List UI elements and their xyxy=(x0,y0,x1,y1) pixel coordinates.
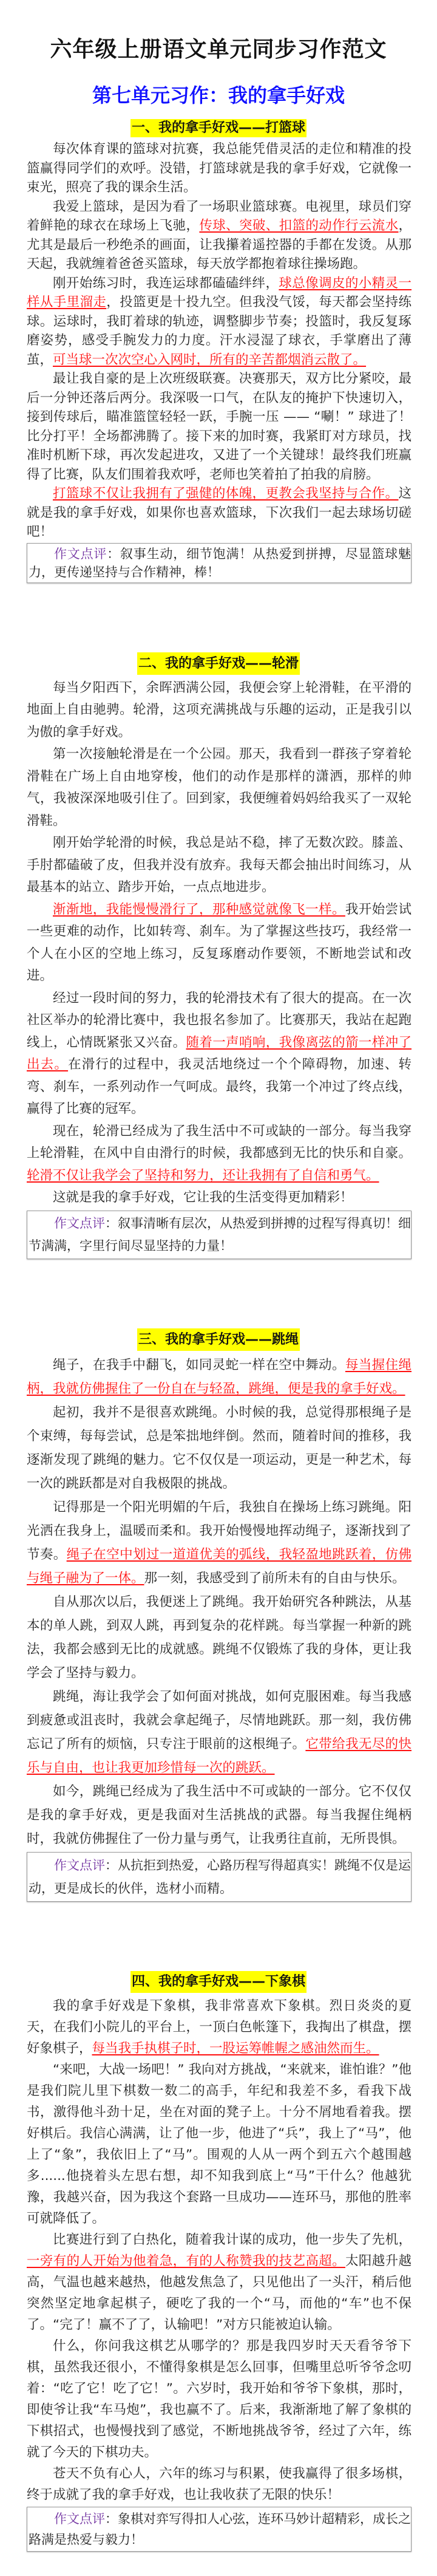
paragraph-text: 那一刻，我感受到了前所未有的自由与快乐。 xyxy=(144,1570,405,1586)
highlighted-sentence: 绳子在空中划过一道道优美的弧线，我轻盈地跳跃着，仿佛与绳子融为了一体。 xyxy=(27,1546,412,1586)
paragraph-text: 这就是我的拿手好戏，如果你也喜欢篮球，下次我们一起去球场切磋吧！ xyxy=(27,486,412,539)
essay-rollerskating xyxy=(27,677,412,1209)
paragraph-text: “来吧，大战一场吧！” 我向对方挑战，“来就来，谁怕谁？”他是我们院儿里下棋数一数二的高手，年纪和我差不多，看我下战书，激得他斗劲十足，坐在对面的凳子上。十分不屑地看着我。摆好棋后。我信心满满，让了他一步，他进了“兵”，我上了“马”，他上了“象”，我依旧上了“马”。围观的人从一两个到五六个越围越多......他挠着头左思右想，却不知我到底上“马”干什么？他越犹豫，我越兴奋，因为我这个套路一旦成功——连环马，那他的胜率可就降低了。 xyxy=(27,2062,412,2226)
highlighted-sentence: 随着一声哨响，我像离弦的箭一样冲了出去。 xyxy=(27,1034,412,1072)
paragraph xyxy=(27,832,412,899)
comment-label: 作文点评 xyxy=(54,1215,105,1231)
comment-label: 作文点评 xyxy=(54,1857,105,1873)
highlighted-sentence: 每当我手执棋子时，一股运筹帷幄之感油然而生。 xyxy=(92,2040,379,2056)
paragraph xyxy=(27,1780,412,1851)
highlighted-sentence: 它带给我无尽的快乐与自由，也让我更加珍惜每一次的跳跃。 xyxy=(27,1736,412,1775)
paragraph xyxy=(27,484,412,542)
paragraph-text: 我的拿手好戏是下象棋，我非常喜欢下象棋。烈日炎炎的夏天，在我们小院儿的平台上，一顶白色帐篷下，我掏出了棋盘，摆好象棋子， xyxy=(27,1998,412,2056)
comment-box-basketball xyxy=(27,543,412,583)
paragraph-text: ，尤其是最后一秒绝杀的画面，让我攥着遥控器的手都在发烫。从那天起，我就缠着爸爸买篮球，每天放学都抱着球往操场跑。 xyxy=(27,218,412,272)
paragraph-text: ，投篮更是十投九空。但我没气馁，每天都会坚持练球。运球时，我盯着球的轨迹，调整脚步节奏；投篮时，我反复琢磨姿势，感受手腕发力的力度。汗水浸湿了球衣，手掌磨出了薄茧， xyxy=(27,295,412,367)
paragraph xyxy=(27,369,412,484)
paragraph-text: 自从那次以后，我便迷上了跳绳。我开始研究各种跳法，从基本的单人跳，到双人跳，再到复杂的花样跳。每当掌握一种新的跳法，我都会感到无比的成就感。跳绳不仅锻炼了我的身体，更让我学会了坚持与毅力。 xyxy=(27,1594,412,1681)
comment-text: ：叙事生动，细节饱满！从热爱到拼搏，尽显篮球魅力，更传递坚持与合作精神，棒！ xyxy=(29,546,412,579)
paragraph xyxy=(27,140,412,197)
paragraph xyxy=(27,1590,412,1685)
paragraph-text: 在滑行的过程中，我灵活地绕过一个个障碍物，加速、转弯、刹车，一系列动作一气呵成。最终，我第一个冲过了终点线，赢得了比赛的冠军。 xyxy=(27,1057,412,1116)
unit-subtitle: 第七单元习作：我的拿手好戏 xyxy=(92,84,345,107)
essay-chess xyxy=(27,1995,412,2506)
paragraph-text: 记得那是一个阳光明媚的午后，我独自在操场上练习跳绳。阳光洒在我身上，温暖而柔和。我开始慢慢地挥动绳子，逐渐找到了节奏。 xyxy=(27,1499,412,1562)
paragraph-text: 第一次接触轮滑是在一个公园。那天，我看到一群孩子穿着轮滑鞋在广场上自由地穿梭，他们的动作是那样的潇洒，那样的帅气，我被深深地吸引住了。回到家，我便缠着妈妈给我买了一双轮滑鞋。 xyxy=(27,746,412,828)
paragraph xyxy=(27,677,412,744)
paragraph-text: 我开始尝试一些更难的动作，比如转弯、刹车。为了掌握这些技巧，我经常一个人在小区的空地上练习，反复琢磨动作要领，不断地尝试和改进。 xyxy=(27,901,412,983)
highlighted-sentence: 球总像调皮的小精灵一样从手里溜走 xyxy=(27,275,412,310)
highlighted-sentence: 可当球一次次空心入网时，所有的辛苦都烟消云散了。 xyxy=(53,352,367,367)
section-heading-chess xyxy=(0,1971,437,1993)
section-heading-jumprope xyxy=(0,1328,437,1351)
paragraph xyxy=(27,1685,412,1780)
paragraph-text: 经过一段时间的努力，我的轮滑技术有了很大的提高。在一次社区举办的轮滑比赛中，我也报名参加了。比赛那天，我站在起跑线上，心情既紧张又兴奋。 xyxy=(27,990,412,1050)
comment-label: 作文点评 xyxy=(54,546,107,561)
comment-label: 作文点评 xyxy=(54,2511,105,2526)
paragraph-text: 跳绳，海让我学会了如何面对挑战，如何克服困难。每当我感到疲惫或沮丧时，我就会拿起绳子，尽情地跳跃。那一刻，我仿佛忘记了所有的烦恼，只专注于眼前的这根绳子。 xyxy=(27,1689,412,1752)
paragraph xyxy=(27,274,412,370)
comment-text: ：叙事清晰有层次，从热爱到拼搏的过程写得真切！细节满满，字里行间尽显坚持的力量！ xyxy=(29,1215,411,1253)
paragraph xyxy=(27,743,412,832)
paragraph xyxy=(27,1995,412,2059)
essay-jumprope xyxy=(27,1353,412,1851)
paragraph-text: 绳子，在我手中翻飞，如同灵蛇一样在空中舞动。 xyxy=(53,1357,345,1373)
paragraph xyxy=(27,2463,412,2506)
heading-text: 一、我的拿手好戏——打篮球 xyxy=(130,119,307,137)
highlighted-sentence: 轮滑不仅让我学会了坚持和努力，还让我拥有了自信和勇气。 xyxy=(27,1167,379,1183)
paragraph xyxy=(27,197,412,274)
highlighted-sentence: 一旁有的人开始为他着急，有的人称赞我的技艺高超。 xyxy=(27,2253,345,2269)
paragraph xyxy=(27,1495,412,1590)
paragraph-text: 现在，轮滑已经成为了我生活中不可或缺的一部分。每当我穿上轮滑鞋，在风中自由滑行的时候，我都感到无比的快乐和自豪。 xyxy=(27,1123,412,1161)
highlighted-sentence: 每当握住绳柄，我就仿佛握住了一份自在与轻盈，跳绳，便是我的拿手好戏。 xyxy=(27,1357,412,1396)
paragraph xyxy=(27,2335,412,2463)
paragraph-text: 这就是我的拿手好戏，它让我的生活变得更加精彩！ xyxy=(53,1190,353,1205)
paragraph-text: 起初，我并不是很喜欢跳绳。小时候的我，总觉得那根绳子是个束缚，每每尝试，总是笨拙地绊倒。然而，随着时间的推移，我逐渐发现了跳绳的魅力。它不仅仅是一项运动，更是一种艺术，每一次的跳跃都是对自我极限的挑战。 xyxy=(27,1404,412,1491)
heading-text: 四、我的拿手好戏——下象棋 xyxy=(130,1971,307,1993)
highlighted-sentence: 打篮球不仅让我拥有了强健的体魄，更教会我坚持与合作。 xyxy=(53,486,399,501)
paragraph-text: 我爱上篮球，是因为看了一场职业篮球赛。电视里，球员们穿着鲜艳的球衣在球场上飞驰， xyxy=(27,199,412,233)
paragraph-text: 刚开始学轮滑的时候，我总是站不稳，摔了无数次跤。膝盖、手肘都磕破了皮，但我并没有放弃。我每天都会抽出时间练习，从最基本的站立、踏步开始，一点点地进步。 xyxy=(27,835,412,895)
paragraph xyxy=(27,2059,412,2229)
paragraph-text: 最让我自豪的是上次班级联赛。决赛那天，双方比分紧咬，最后一分钟还落后两分。我深吸一口气，在队友的掩护下快速切入，接到传球后，瞄准篮筐轻轻一跃，手腕一压 —— “唰！” 球进了！比分打平！全场都沸腾了。接下来的加时赛，我紧盯对方球员，找准时机断下球，再次发起进攻，又进了一个关键球！最终我们班赢得了比赛，队友们围着我欢呼，老师也笑着拍了拍我的肩膀。 xyxy=(27,371,412,482)
paragraph-text: 刚开始练习时，我连运球都磕磕绊绊， xyxy=(53,275,279,291)
section-heading-rollerskating xyxy=(0,652,437,675)
heading-text: 二、我的拿手好戏——轮滑 xyxy=(137,652,300,675)
essay-basketball xyxy=(27,140,412,542)
highlighted-sentence: 渐渐地，我能慢慢滑行了，那种感觉就像飞一样。 xyxy=(53,901,345,917)
paragraph xyxy=(27,899,412,988)
heading-text: 三、我的拿手好戏——跳绳 xyxy=(137,1328,300,1351)
paragraph xyxy=(27,2229,412,2335)
paragraph-text: 什么，你问我这棋艺从哪学的？那是我四岁时天天看爷爷下棋，虽然我还很小，不懂得象棋是怎么回事，但嘴里总听爷爷念叨着：“吃了它！吃了它！”。六岁时，我开始和爷爷下象棋，那时，即使爷让我“车马炮”，我也赢不了。后来，我渐渐地了解了象棋的下棋招式，也慢慢找到了感觉，不断地挑战爷爷，经过了六年，练就了今天的下棋功夫。 xyxy=(27,2338,412,2460)
comment-box-rollerskating xyxy=(27,1211,412,1259)
highlighted-sentence: 传球、突破、扣篮的动作行云流水 xyxy=(199,218,399,233)
paragraph-text: 太阳越升越高，气温也越来越热，他越发焦急了，只见他出了一头汗，稍后他突然坚定地拿起棋子，硬吃了我的一个“马，而他的“车”也不保了。“完了！赢不了了，认输吧！”对方只能被迫认输。 xyxy=(27,2253,412,2332)
comment-text: ：象棋对弈写得扣人心弦，连环马妙计超精彩，成长之路满是热爱与毅力！ xyxy=(29,2511,411,2547)
paragraph-text: 每次体育课的篮球对抗赛，我总能凭借灵活的走位和精准的投篮赢得同学们的欢呼。没错，打篮球就是我的拿手好戏，它就像一束光，照亮了我的课余生活。 xyxy=(27,142,412,195)
paragraph xyxy=(27,988,412,1121)
comment-text: ：从抗拒到热爱，心路历程写得超真实！跳绳不仅是运动，更是成长的伙伴，选材小而精。 xyxy=(29,1857,411,1896)
paragraph xyxy=(27,1121,412,1187)
paragraph-text: 比赛进行到了白热化，随着我计谋的成功，他一步失了先机， xyxy=(53,2232,412,2247)
comment-box-chess xyxy=(27,2507,412,2552)
paragraph xyxy=(27,1353,412,1401)
document-title: 六年级上册语文单元同步习作范文 xyxy=(50,37,387,62)
section-heading-basketball xyxy=(0,119,437,137)
paragraph xyxy=(27,1401,412,1495)
paragraph-text: 如今，跳绳已经成为了我生活中不可或缺的一部分。它不仅仅是我的拿手好戏，更是我面对生活挑战的武器。每当我握住绳柄时，我就仿佛握住了一份力量与勇气，让我勇往直前，无所畏惧。 xyxy=(27,1783,412,1847)
paragraph-text: 每当夕阳西下，余晖洒满公园，我便会穿上轮滑鞋，在平滑的地面上自由驰骋。轮滑，这项充满挑战与乐趣的运动，正是我引以为傲的拿手好戏。 xyxy=(27,680,412,740)
comment-box-jumprope xyxy=(27,1852,412,1902)
paragraph-text: 苍天不负有心人，六年的练习与积累，使我赢得了很多场棋，终于成就了我的拿手好戏，也让我收获了无限的快乐！ xyxy=(27,2465,412,2503)
paragraph xyxy=(27,1187,412,1209)
